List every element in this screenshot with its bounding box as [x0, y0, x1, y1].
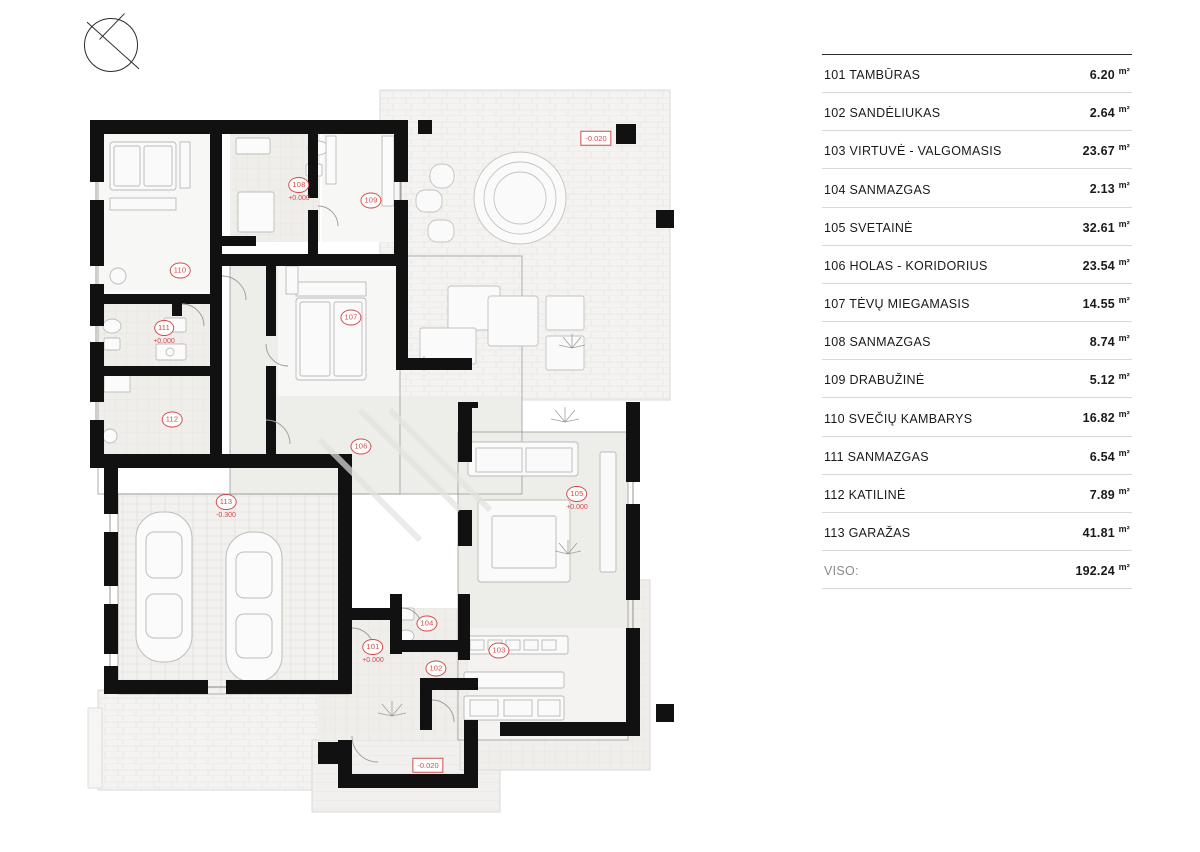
table-row: [822, 93, 1132, 131]
table-row: [822, 54, 1132, 93]
room-code: 112: [162, 411, 183, 428]
table-row-total: [822, 551, 1132, 589]
room-area: 14.55 $^{m^2}$: [1082, 294, 1130, 312]
room-code: 105: [566, 486, 587, 503]
room-level: -0.300: [216, 512, 236, 519]
room-area: 8.74 $^{m^2}$: [1089, 333, 1130, 350]
room-level: +0.000: [288, 195, 310, 202]
room-name: 108 SANMAZGAS: [824, 335, 931, 350]
room-area: 41.81 $^{m^2}$: [1082, 523, 1130, 541]
table-row: [822, 475, 1132, 513]
room-name: 103 VIRTUVĖ - VALGOMASIS: [824, 144, 1002, 159]
table-row: [822, 360, 1132, 398]
north-compass-icon: [84, 18, 140, 74]
room-code: 113: [216, 494, 237, 511]
table-row: [822, 398, 1132, 436]
room-name: 113 GARAŽAS: [824, 526, 911, 541]
room-code: 101: [362, 639, 383, 656]
room-level: +0.000: [566, 504, 588, 511]
room-name: 112 KATILINĖ: [824, 487, 906, 502]
room-name: 102 SANDĖLIUKAS: [824, 106, 941, 121]
room-code: 107: [340, 309, 361, 326]
floor-plan-drawing: [60, 80, 760, 820]
room-area: 5.12 $^{m^2}$: [1089, 371, 1130, 388]
room-code: 104: [416, 615, 437, 632]
room-name: 104 SANMAZGAS: [824, 182, 931, 197]
room-level: +0.000: [153, 338, 175, 345]
total-area: 192.24 $^{m^2}$: [1075, 562, 1130, 579]
room-area: 16.82 $^{m^2}$: [1082, 409, 1130, 426]
table-row: [822, 322, 1132, 360]
table-row: [822, 169, 1132, 207]
room-code: 111: [154, 320, 174, 337]
room-name: 109 DRABUŽINĖ: [824, 373, 925, 388]
room-schedule-table: [822, 54, 1132, 589]
room-code: 106: [350, 438, 371, 455]
room-code: 109: [360, 192, 381, 209]
table-row: [822, 131, 1132, 169]
table-row: [822, 246, 1132, 284]
table-row: [822, 284, 1132, 322]
room-area: 23.54 $^{m^2}$: [1082, 256, 1130, 273]
room-code: 103: [488, 642, 509, 659]
room-area: 2.13 $^{m^2}$: [1089, 180, 1130, 197]
room-area: 7.89 $^{m^2}$: [1089, 485, 1130, 502]
room-name: 107 TĖVŲ MIEGAMASIS: [824, 297, 970, 312]
room-area: 2.64 $^{m^2}$: [1089, 104, 1130, 121]
room-name: 110 SVEČIŲ KAMBARYS: [824, 411, 973, 426]
table-row: [822, 437, 1132, 475]
room-code: 102: [425, 660, 446, 677]
room-name: 111 SANMAZGAS: [824, 449, 929, 464]
level-mark: -0.020: [580, 131, 611, 146]
room-code: 110: [170, 262, 191, 279]
room-area: 6.20 $^{m^2}$: [1089, 66, 1130, 83]
room-area: 32.61 $^{m^2}$: [1082, 218, 1130, 235]
room-area: 23.67 $^{m^2}$: [1082, 142, 1130, 159]
room-area: 6.54 $^{m^2}$: [1089, 447, 1130, 464]
room-name: 105 SVETAINĖ: [824, 220, 913, 235]
room-name: 101 TAMBŪRAS: [824, 68, 921, 83]
table-row: [822, 513, 1132, 551]
total-label: VISO:: [824, 564, 859, 579]
level-mark: -0.020: [412, 758, 443, 773]
room-level: +0.000: [362, 657, 384, 664]
table-row: [822, 208, 1132, 246]
plan-svg: [60, 80, 760, 820]
room-code: 108: [288, 177, 309, 194]
room-name: 106 HOLAS - KORIDORIUS: [824, 258, 988, 273]
